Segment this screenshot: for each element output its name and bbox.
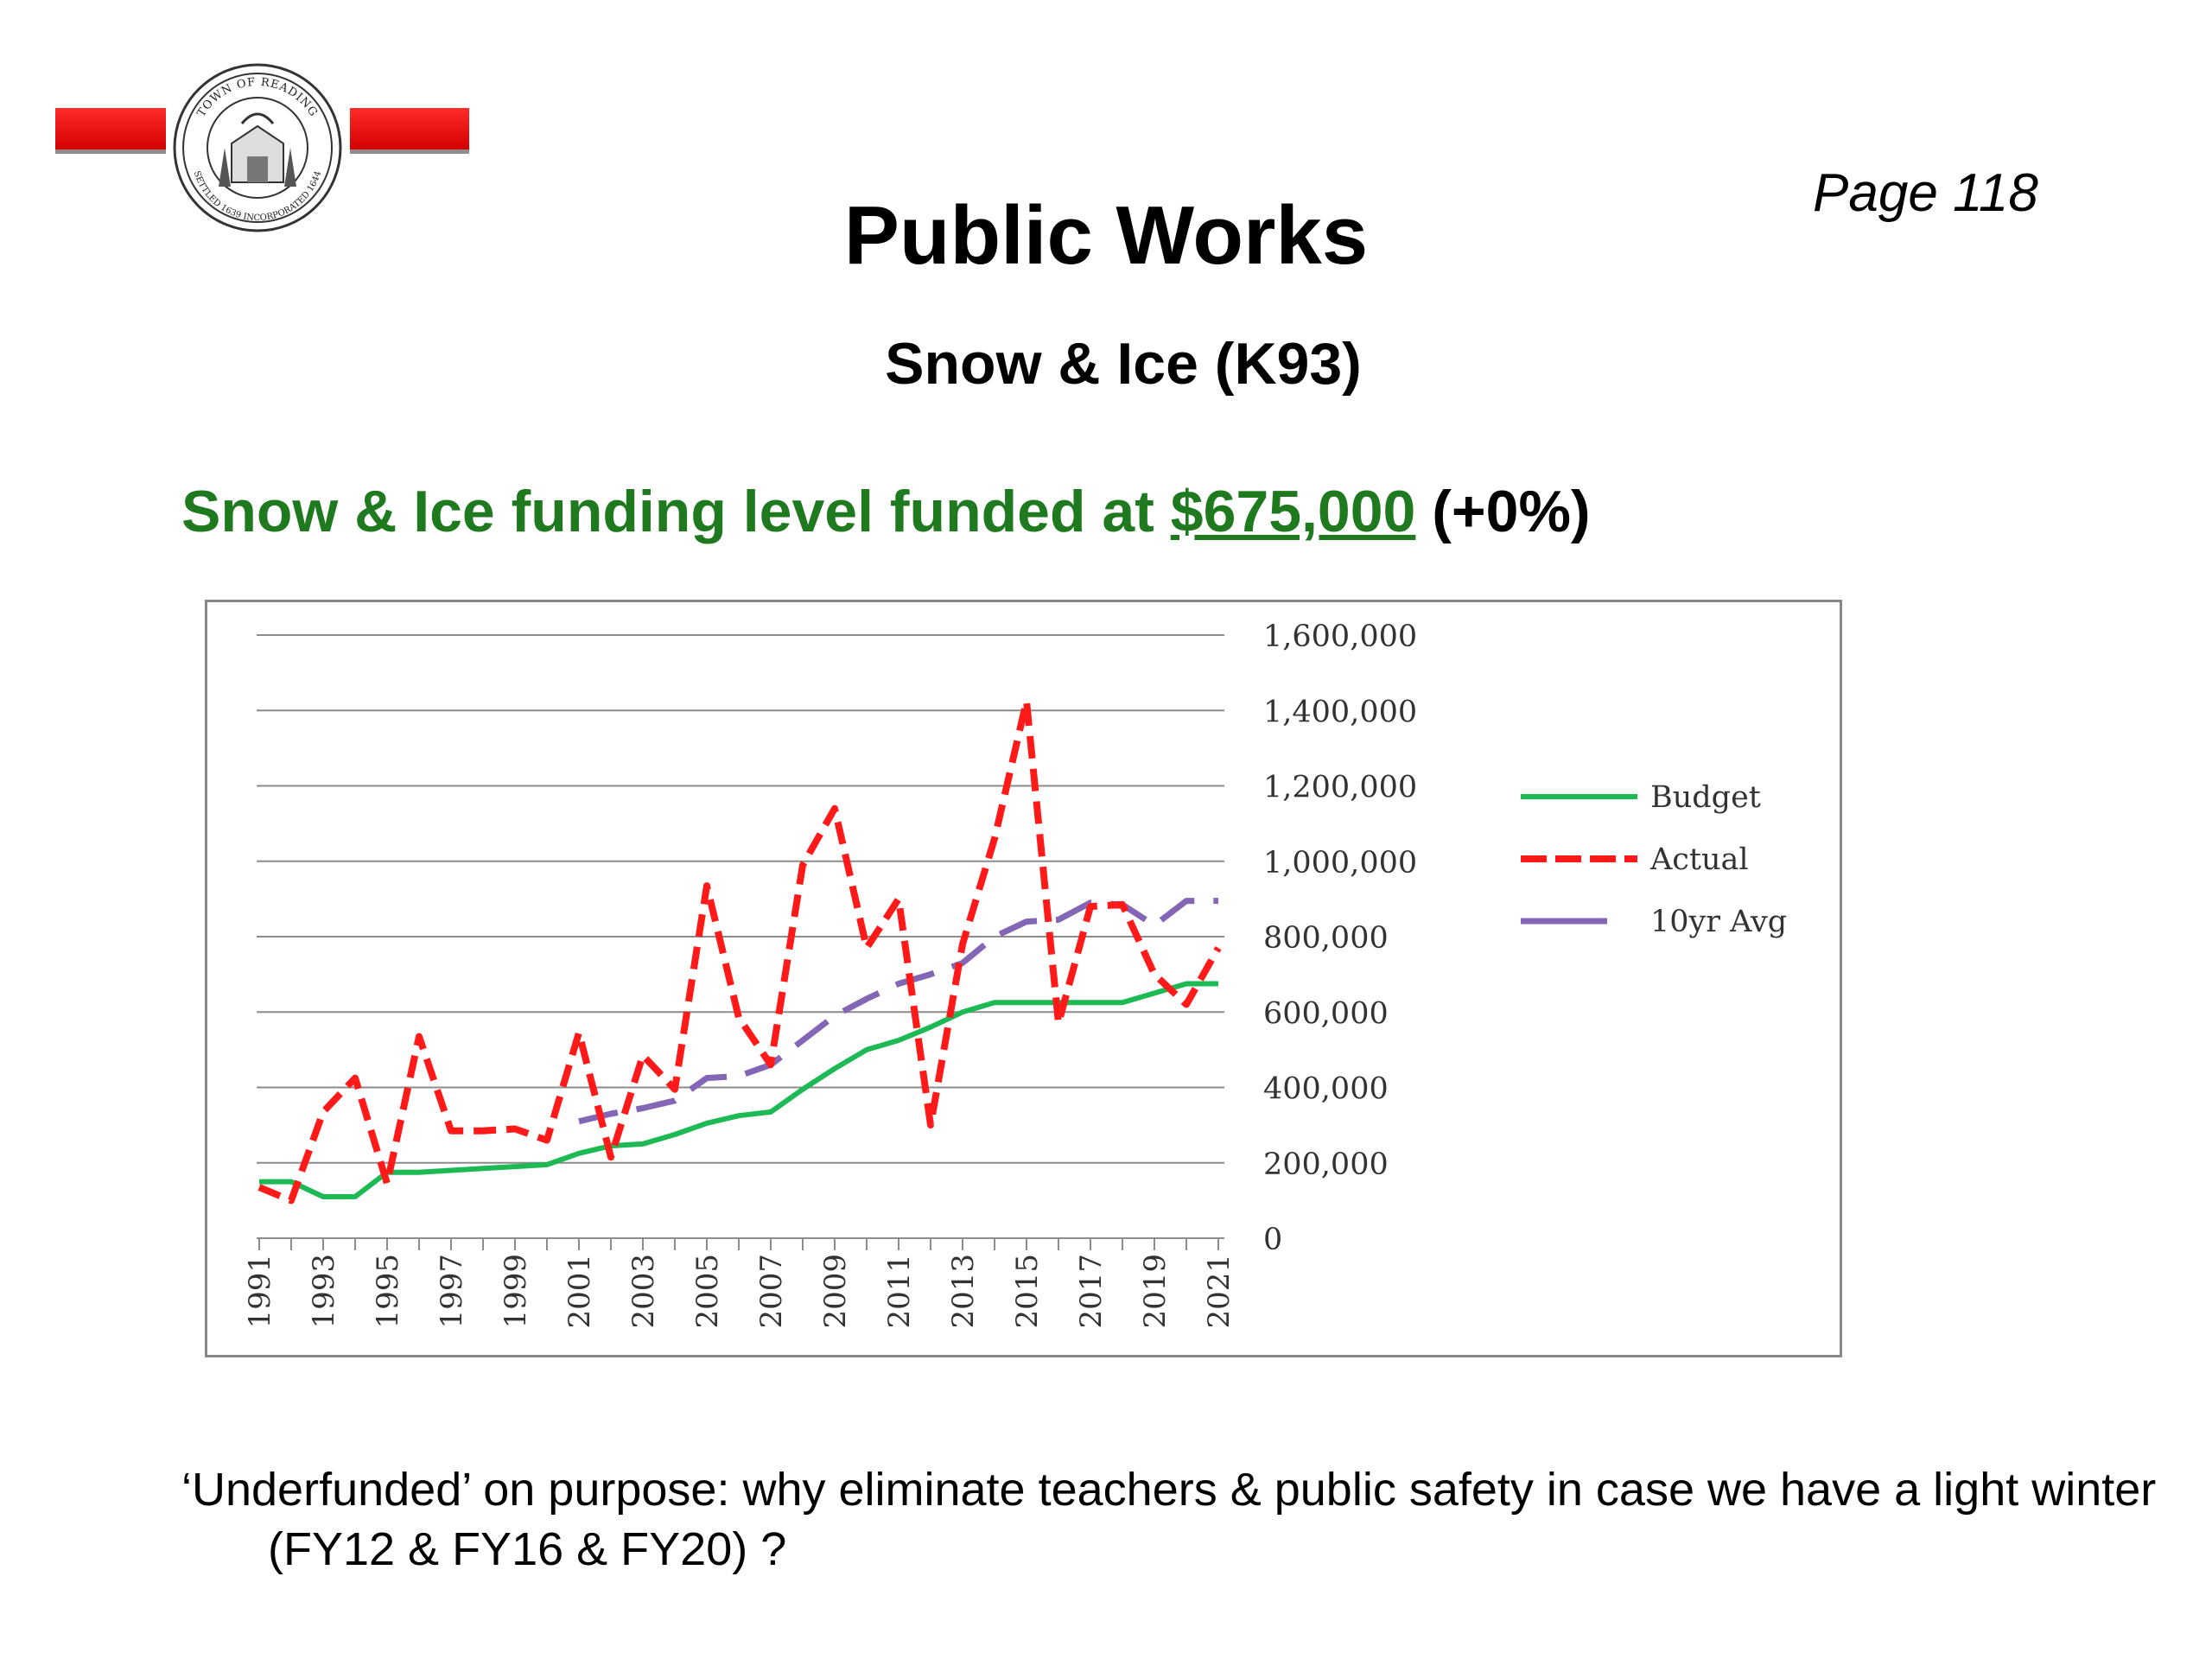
x-tick-label: 1997: [435, 1254, 469, 1329]
x-tick-label: 1991: [243, 1254, 277, 1329]
x-tick-label: 1993: [307, 1254, 341, 1329]
y-tick-label: 400,000: [1263, 1071, 1389, 1107]
seal-top-text: TOWN OF READING: [194, 75, 321, 120]
y-tick-label: 600,000: [1263, 996, 1389, 1032]
seal-bottom-text: SETTLED 1639 INCORPORATED 1644: [191, 169, 324, 224]
x-tick-label: 1995: [371, 1254, 405, 1329]
footnote: ‘Underfunded’ on purpose: why eliminate teachers & public safety in case we have a light winter (FY12 & FY16 & FY20) ?: [181, 1464, 2157, 1576]
y-tick-label: 200,000: [1263, 1147, 1389, 1182]
legend-label: Budget: [1650, 780, 1761, 815]
y-tick-label: 0: [1263, 1223, 1283, 1257]
legend-label: Actual: [1650, 842, 1749, 877]
x-tick-label: 2005: [690, 1254, 725, 1329]
x-tick-label: 2019: [1138, 1254, 1173, 1329]
x-tick-label: 2003: [626, 1254, 661, 1329]
funding-change: (+0%): [1415, 479, 1591, 544]
funding-statement: [181, 478, 1591, 545]
chart-frame: [205, 600, 1842, 1357]
y-tick-label: 1,200,000: [1263, 770, 1418, 805]
x-tick-label: 2017: [1074, 1254, 1109, 1329]
logo-bar-left: [55, 108, 166, 154]
funding-prefix: Snow & Ice funding level funded at: [181, 479, 1171, 544]
series-line-actual: [259, 701, 1218, 1200]
x-tick-label: 2009: [818, 1254, 853, 1329]
snow-ice-line-chart: [207, 602, 1840, 1355]
x-tick-label: 2013: [946, 1254, 981, 1329]
page-number: Page 118: [1813, 163, 2038, 223]
funding-amount: $675,000: [1170, 479, 1416, 544]
page-title: Public Works: [843, 189, 1369, 282]
x-tick-label: 2001: [563, 1254, 597, 1329]
x-tick-label: 2015: [1010, 1254, 1045, 1329]
x-tick-label: 2011: [882, 1254, 917, 1329]
x-tick-label: 1999: [499, 1254, 533, 1329]
logo-bar-right: [350, 108, 469, 154]
y-tick-label: 1,600,000: [1263, 620, 1418, 654]
y-tick-label: 800,000: [1263, 921, 1389, 956]
x-tick-label: 2021: [1202, 1254, 1236, 1329]
x-tick-label: 2007: [754, 1254, 789, 1329]
y-tick-label: 1,400,000: [1263, 695, 1418, 730]
y-tick-label: 1,000,000: [1263, 845, 1418, 880]
page-subtitle: Snow & Ice (K93): [885, 331, 1362, 397]
legend-label: 10yr Avg: [1650, 905, 1788, 939]
